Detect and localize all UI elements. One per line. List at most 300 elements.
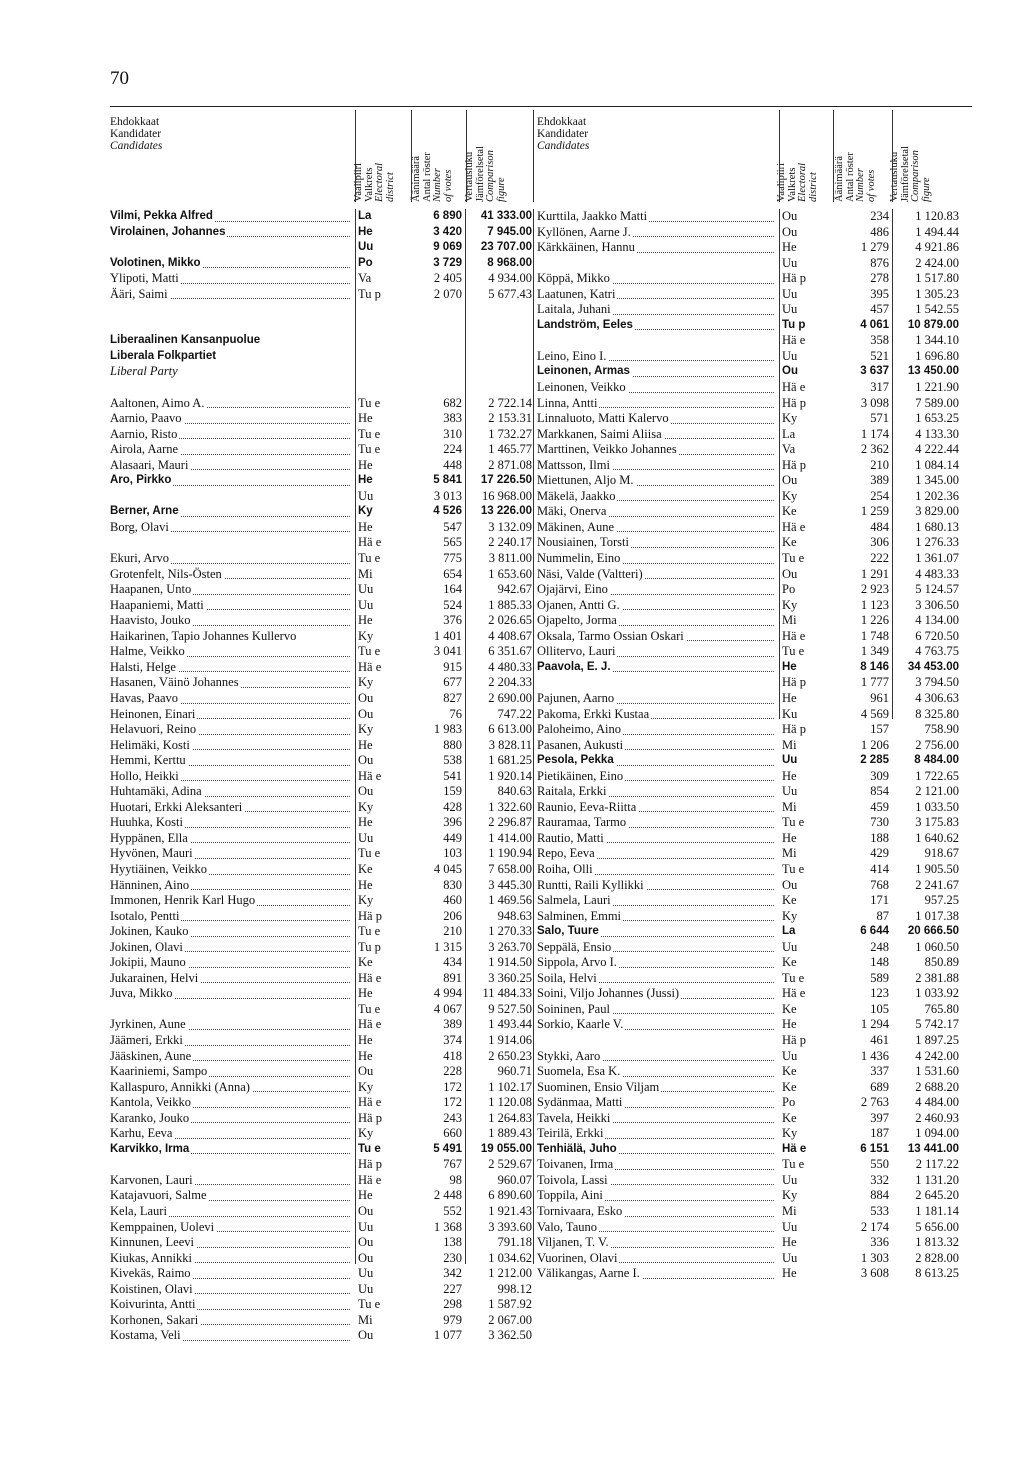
candidate-row — [537, 1017, 963, 1033]
comparison-figure: 1 920.14 — [488, 768, 532, 783]
comparison-figure: 791.18 — [497, 1235, 532, 1250]
candidate-name-text: Landström, Eeles — [537, 318, 633, 331]
comparison-figure: 2 381.88 — [915, 970, 959, 985]
hdr-comp-en2-r: figure — [920, 177, 932, 202]
electoral-district: Hä p — [358, 1157, 382, 1172]
comparison-figure: 960.07 — [497, 1172, 532, 1187]
candidate-row — [537, 769, 963, 785]
candidate-name-text: Aro, Pirkko — [110, 474, 172, 487]
vote-count: 4 526 — [433, 505, 462, 518]
vote-count: 243 — [443, 1110, 462, 1125]
comparison-figure: 1 102.17 — [488, 1079, 532, 1094]
electoral-district: He — [358, 737, 373, 752]
candidate-name-text: Virolainen, Johannes — [110, 225, 226, 238]
candidate-row — [537, 707, 963, 723]
candidate-row — [110, 1282, 535, 1298]
vote-count: 248 — [870, 939, 889, 954]
candidate-name — [537, 473, 774, 489]
comparison-figure: 2 121.00 — [915, 784, 959, 799]
candidate-row — [537, 349, 963, 365]
candidate-row — [110, 598, 535, 614]
comparison-figure: 7 589.00 — [915, 395, 959, 410]
candidate-name-text: Sorkio, Kaarle V. — [537, 1017, 624, 1032]
candidate-name — [537, 411, 774, 427]
candidate-name-text: Jääskinen, Aune — [110, 1048, 192, 1063]
electoral-district: Ky — [358, 1079, 374, 1094]
candidate-row — [537, 753, 963, 769]
vote-count: 317 — [870, 380, 889, 395]
vote-count: 1 279 — [860, 240, 889, 255]
candidate-row — [110, 613, 535, 629]
candidate-name-text: Miettunen, Aljo M. — [537, 473, 634, 488]
hdr-votes-en2-r: of votes — [865, 169, 877, 202]
candidate-name — [537, 225, 774, 241]
vote-count: 6 890 — [433, 210, 462, 222]
vote-count: 310 — [443, 426, 462, 441]
comparison-figure: 1 084.14 — [915, 457, 959, 472]
vote-count: 830 — [443, 877, 462, 892]
candidate-row — [110, 738, 535, 754]
electoral-district: Hä e — [358, 768, 382, 783]
candidate-name-text: Marttinen, Veikko Johannes — [537, 442, 677, 457]
top-rule — [110, 106, 972, 107]
vote-count: 98 — [449, 1172, 462, 1187]
candidate-name-text: Salmela, Lauri — [537, 893, 611, 908]
candidate-name — [110, 1251, 350, 1267]
electoral-district: He — [358, 225, 373, 238]
candidate-name-text: Teirilä, Erkki — [537, 1126, 604, 1141]
electoral-district: Tu e — [358, 551, 381, 566]
comparison-figure: 1 542.55 — [915, 302, 959, 317]
electoral-district: Ke — [358, 955, 373, 970]
candidate-row — [537, 1251, 963, 1267]
candidate-name — [110, 800, 350, 816]
candidate-name — [537, 209, 774, 225]
comparison-figure: 6 890.60 — [488, 1188, 532, 1203]
vote-count: 1 983 — [433, 722, 462, 737]
electoral-district: He — [358, 613, 373, 628]
vote-count: 3 420 — [433, 225, 462, 238]
candidate-name-text: Jäämeri, Erkki — [110, 1032, 183, 1047]
candidate-row — [537, 691, 963, 707]
electoral-district: Hä e — [358, 1017, 382, 1032]
candidate-name-text: Laatunen, Katri — [537, 286, 616, 301]
electoral-district: La — [358, 210, 372, 222]
comparison-figure: 948.63 — [497, 908, 532, 923]
candidate-row — [537, 862, 963, 878]
candidate-row — [537, 1126, 963, 1142]
candidate-row — [110, 862, 535, 878]
comparison-figure: 5 656.00 — [915, 1219, 959, 1234]
vote-count: 1 303 — [860, 1250, 889, 1265]
candidate-name-text: Karvonen, Lauri — [110, 1172, 193, 1187]
comparison-figure: 998.12 — [497, 1281, 532, 1296]
electoral-district: He — [358, 411, 373, 426]
candidate-row — [110, 411, 535, 427]
candidate-name — [537, 1064, 774, 1080]
candidate-name-text: Mattsson, Ilmi — [537, 457, 610, 472]
comparison-figure: 1 190.94 — [488, 846, 532, 861]
candidate-name — [537, 800, 774, 816]
electoral-district: Hä e — [358, 1095, 382, 1110]
vote-count: 682 — [443, 395, 462, 410]
comparison-figure: 747.22 — [497, 706, 532, 721]
electoral-district: He — [782, 1017, 797, 1032]
candidate-row — [537, 878, 963, 894]
comparison-figure: 1 181.14 — [915, 1204, 959, 1218]
comparison-figure: 3 794.50 — [915, 675, 959, 690]
comparison-figure: 2 067.00 — [488, 1312, 532, 1327]
candidate-row — [110, 815, 535, 831]
electoral-district: Tu p — [358, 939, 381, 954]
candidate-row — [110, 955, 535, 971]
vote-count: 5 841 — [433, 474, 462, 487]
candidate-row — [110, 893, 535, 909]
header-votes-right — [834, 138, 877, 202]
candidate-name-text: Pesola, Pekka — [537, 754, 614, 767]
candidate-name — [110, 1282, 350, 1298]
electoral-district: Tu e — [358, 1297, 381, 1312]
comparison-figure: 2 204.33 — [488, 675, 532, 690]
candidate-name — [537, 660, 774, 676]
column-rule — [533, 110, 534, 202]
candidate-name-text: Oksala, Tarmo Ossian Oskari — [537, 628, 684, 643]
header-candidates-left — [110, 116, 162, 152]
electoral-district: Tu e — [358, 846, 381, 861]
candidate-name-text: Hänninen, Aino — [110, 877, 190, 892]
candidate-name-text: Pasanen, Aukusti — [537, 737, 624, 752]
candidate-name-text: Kemppainen, Uolevi — [110, 1219, 215, 1234]
hdr-district-fi-r: Vaalipiiri — [776, 162, 787, 202]
candidate-name-text: Sydänmaa, Matti — [537, 1095, 623, 1110]
candidate-row — [537, 831, 963, 847]
electoral-district: Hä p — [782, 1032, 806, 1047]
candidate-row — [537, 1157, 963, 1173]
candidate-row — [537, 1220, 963, 1236]
candidate-name-text: Mäkinen, Aune — [537, 519, 615, 534]
hdr-votes-en2: of votes — [442, 169, 454, 202]
candidate-name — [537, 380, 774, 396]
comparison-figure: 3 828.11 — [488, 737, 532, 752]
electoral-district: Ke — [782, 1064, 797, 1079]
comparison-figure: 1 202.36 — [915, 488, 959, 503]
electoral-district: Ky — [358, 799, 374, 814]
vote-count: 336 — [870, 1235, 889, 1250]
candidate-name-text: Köppä, Mikko — [537, 271, 610, 286]
candidate-name-text: Toivanen, Irma — [537, 1157, 614, 1172]
electoral-district: He — [358, 986, 373, 1001]
candidate-name-text: Kärkkäinen, Hannu — [537, 240, 635, 255]
vote-count: 254 — [870, 488, 889, 503]
vote-count: 164 — [443, 582, 462, 597]
electoral-district: Ou — [358, 1250, 374, 1265]
candidate-name — [110, 504, 350, 520]
candidate-name-text: Hemmi, Kerttu — [110, 753, 186, 768]
column-rule — [779, 110, 780, 202]
vote-count: 2 923 — [860, 582, 889, 597]
vote-count: 309 — [870, 768, 889, 783]
comparison-figure: 1 905.50 — [915, 861, 959, 876]
electoral-district: Mi — [782, 1204, 797, 1218]
comparison-figure: 2 650.23 — [488, 1048, 532, 1063]
vote-count: 414 — [870, 861, 889, 876]
vote-count: 915 — [443, 659, 462, 674]
candidate-row — [110, 1266, 535, 1282]
candidate-row — [537, 846, 963, 862]
candidate-row — [537, 582, 963, 598]
comparison-figure: 1 653.60 — [488, 566, 532, 581]
candidate-name — [110, 1080, 350, 1096]
candidate-row — [537, 738, 963, 754]
header-comparison-left — [464, 138, 507, 202]
comparison-figure: 4 483.33 — [915, 566, 959, 581]
candidate-name — [110, 971, 350, 987]
vote-count: 449 — [443, 830, 462, 845]
comparison-figure: 2 460.93 — [915, 1110, 959, 1125]
electoral-district: Uu — [782, 939, 798, 954]
candidate-row — [110, 1204, 535, 1220]
candidate-name — [537, 955, 774, 971]
electoral-district: He — [782, 240, 797, 255]
candidate-name — [537, 458, 774, 474]
candidate-row — [537, 1266, 963, 1282]
candidate-row — [110, 784, 535, 800]
vote-count: 172 — [443, 1079, 462, 1094]
comparison-figure: 1 344.10 — [915, 333, 959, 348]
vote-count: 358 — [870, 333, 889, 348]
candidate-name — [110, 878, 350, 894]
candidate-row — [110, 1126, 535, 1142]
comparison-figure: 1 305.23 — [915, 286, 959, 301]
vote-count: 3 098 — [860, 395, 889, 410]
comparison-figure: 2 722.14 — [488, 395, 532, 410]
page-number: 70 — [110, 68, 129, 89]
vote-count: 4 067 — [433, 1001, 462, 1016]
candidate-row — [537, 1049, 963, 1065]
electoral-district: He — [358, 519, 373, 534]
candidate-name-text: Mäki, Onerva — [537, 504, 607, 519]
comparison-figure: 2 688.20 — [915, 1079, 959, 1094]
electoral-district: Hä e — [358, 1172, 382, 1187]
vote-count: 533 — [870, 1204, 889, 1218]
electoral-district: Hä e — [782, 986, 806, 1001]
electoral-district: Tu e — [782, 551, 805, 566]
hdr-comp-en2: figure — [495, 177, 507, 202]
candidate-row — [537, 1235, 963, 1251]
vote-count: 3 637 — [860, 365, 889, 378]
candidate-name-text: Berner, Arne — [110, 505, 179, 518]
vote-count: 159 — [443, 784, 462, 799]
electoral-district: Ky — [358, 505, 373, 518]
candidate-name-text: Suomela, Esa K. — [537, 1064, 621, 1079]
candidate-name-text: Ojapelto, Jorma — [537, 613, 617, 628]
spacer — [110, 302, 535, 318]
hdr-district-en1-r: Electoral — [797, 162, 808, 202]
candidate-name-text: Airola, Aarne — [110, 442, 179, 457]
comparison-figure: 1 722.65 — [915, 768, 959, 783]
comparison-figure: 3 360.25 — [488, 970, 532, 985]
electoral-district: Uu — [358, 597, 374, 612]
candidate-name — [110, 1017, 350, 1033]
vote-count: 6 151 — [860, 1142, 889, 1155]
comparison-figure: 765.80 — [924, 1001, 959, 1016]
candidate-name — [537, 349, 774, 365]
comparison-figure: 4 134.00 — [915, 613, 959, 628]
candidate-name-text: Jokinen, Kauko — [110, 924, 189, 939]
electoral-district: Uu — [358, 830, 374, 845]
comparison-figure: 1 120.83 — [915, 209, 959, 223]
candidate-name — [110, 1095, 350, 1111]
vote-count: 1 315 — [433, 939, 462, 954]
vote-count: 228 — [443, 1064, 462, 1079]
candidate-name-text: Kela, Lauri — [110, 1204, 167, 1218]
hdr-votes-en1-r: Number — [855, 168, 866, 202]
candidate-name — [110, 629, 350, 645]
electoral-district: Mi — [358, 566, 373, 581]
electoral-district: Ou — [358, 690, 374, 705]
vote-count: 854 — [870, 784, 889, 799]
electoral-district: Ou — [358, 753, 374, 768]
comparison-figure: 1 587.92 — [488, 1297, 532, 1312]
candidate-row — [537, 629, 963, 645]
candidate-row — [110, 644, 535, 660]
comparison-figure: 3 829.00 — [915, 504, 959, 519]
electoral-district: He — [782, 690, 797, 705]
comparison-figure: 1 322.60 — [488, 799, 532, 814]
comparison-figure: 5 677.43 — [488, 286, 532, 301]
candidate-name-text: Haapaniemi, Matti — [110, 597, 204, 612]
comparison-figure: 3 263.70 — [488, 939, 532, 954]
electoral-district: Tu e — [358, 395, 381, 410]
candidate-name — [110, 1297, 350, 1313]
candidate-name-text: Ojanen, Antti G. — [537, 597, 620, 612]
comparison-figure: 20 666.50 — [907, 925, 959, 938]
candidate-name — [537, 582, 774, 598]
candidate-name-text: Haapanen, Unto — [110, 582, 192, 597]
candidate-name — [110, 1220, 350, 1236]
candidate-name-text: Juva, Mikko — [110, 986, 173, 1001]
vote-count: 222 — [870, 551, 889, 566]
candidate-name — [110, 442, 350, 458]
candidate-name-text: Raitala, Erkki — [537, 784, 607, 799]
comparison-figure: 8 484.00 — [914, 754, 959, 767]
electoral-district: He — [782, 830, 797, 845]
vote-count: 550 — [870, 1157, 889, 1172]
comparison-figure: 2 828.00 — [915, 1250, 959, 1265]
candidate-name — [537, 442, 774, 458]
header-candidates-en-r: Candidates — [537, 140, 590, 152]
vote-count: 105 — [870, 1001, 889, 1016]
candidate-row — [537, 800, 963, 816]
candidate-row — [110, 551, 535, 567]
candidate-name-text: Borg, Olavi — [110, 519, 169, 534]
candidate-name-text: Mäkelä, Jaakko — [537, 488, 616, 503]
candidate-name — [110, 769, 350, 785]
comparison-figure: 7 658.00 — [488, 861, 532, 876]
candidate-row — [537, 971, 963, 987]
vote-count: 172 — [443, 1095, 462, 1110]
candidate-name-text: Kantola, Veikko — [110, 1095, 192, 1110]
right-results-column — [537, 209, 963, 1282]
candidate-name — [537, 427, 774, 443]
candidate-name-text: Markkanen, Saimi Aliisa — [537, 426, 662, 441]
electoral-district: Ky — [358, 675, 374, 690]
candidate-row — [110, 1033, 535, 1049]
hdr-votes-fi: Äänimäärä — [411, 155, 422, 202]
candidate-row — [110, 1080, 535, 1096]
header-candidates-right — [537, 116, 589, 152]
electoral-district: Ky — [358, 722, 374, 737]
vote-count: 768 — [870, 877, 889, 892]
electoral-district: Ou — [358, 706, 374, 721]
candidate-row — [537, 209, 963, 225]
vote-count: 2 763 — [860, 1095, 889, 1110]
hdr-comp-sv: Jämförelsetal — [474, 146, 486, 202]
electoral-district: Hä p — [782, 457, 806, 472]
candidate-name — [537, 971, 774, 987]
candidate-name-text: Vilmi, Pekka Alfred — [110, 210, 213, 222]
candidate-name — [537, 1095, 774, 1111]
electoral-district: Tu e — [358, 924, 381, 939]
candidate-name — [537, 1080, 774, 1096]
candidate-name — [110, 815, 350, 831]
candidate-row — [110, 582, 535, 598]
comparison-figure: 850.89 — [924, 955, 959, 970]
comparison-figure: 8 968.00 — [487, 256, 532, 269]
comparison-figure: 1 653.25 — [915, 411, 959, 426]
comparison-figure: 4 763.75 — [915, 644, 959, 659]
vote-count: 332 — [870, 1172, 889, 1187]
comparison-figure: 1 889.43 — [488, 1126, 532, 1141]
comparison-figure: 5 742.17 — [915, 1017, 959, 1032]
electoral-district: Ku — [782, 706, 798, 721]
vote-count: 775 — [443, 551, 462, 566]
candidate-name-text: Tenhiälä, Juho — [537, 1142, 617, 1155]
electoral-district: Ou — [358, 1235, 374, 1250]
electoral-district: He — [358, 1048, 373, 1063]
candidate-name-text: Raunio, Eeva-Riitta — [537, 799, 637, 814]
candidate-name-text: Ojajärvi, Eino — [537, 582, 608, 597]
candidate-name-text: Valo, Tauno — [537, 1219, 597, 1234]
candidate-name — [537, 644, 774, 660]
vote-count: 4 569 — [860, 706, 889, 721]
electoral-district: Va — [782, 442, 796, 457]
electoral-district: Ky — [782, 908, 798, 923]
electoral-district: Uu — [782, 1219, 798, 1234]
candidate-row — [537, 473, 963, 489]
candidate-name — [537, 815, 774, 831]
candidate-name-text: Halme, Veikko — [110, 644, 185, 659]
candidate-row — [537, 504, 963, 520]
vote-count: 571 — [870, 411, 889, 426]
candidate-name-text: Rauramaa, Tarmo — [537, 815, 627, 830]
candidate-row — [537, 567, 963, 583]
candidate-row — [110, 535, 535, 551]
candidate-row — [537, 1002, 963, 1018]
comparison-figure: 2 645.20 — [915, 1188, 959, 1203]
vote-count: 730 — [870, 815, 889, 830]
candidate-name-text: Jukarainen, Helvi — [110, 970, 199, 985]
candidate-row — [110, 225, 535, 241]
electoral-district: Uu — [358, 1219, 374, 1234]
vote-count: 1 174 — [860, 426, 889, 441]
candidate-name — [110, 287, 350, 303]
comparison-figure: 10 879.00 — [907, 318, 959, 331]
candidate-name-text: Paloheimo, Aino — [537, 722, 622, 737]
candidate-name — [110, 1235, 350, 1251]
candidate-name — [537, 862, 774, 878]
candidate-name-text: Tavela, Heikki — [537, 1110, 611, 1125]
